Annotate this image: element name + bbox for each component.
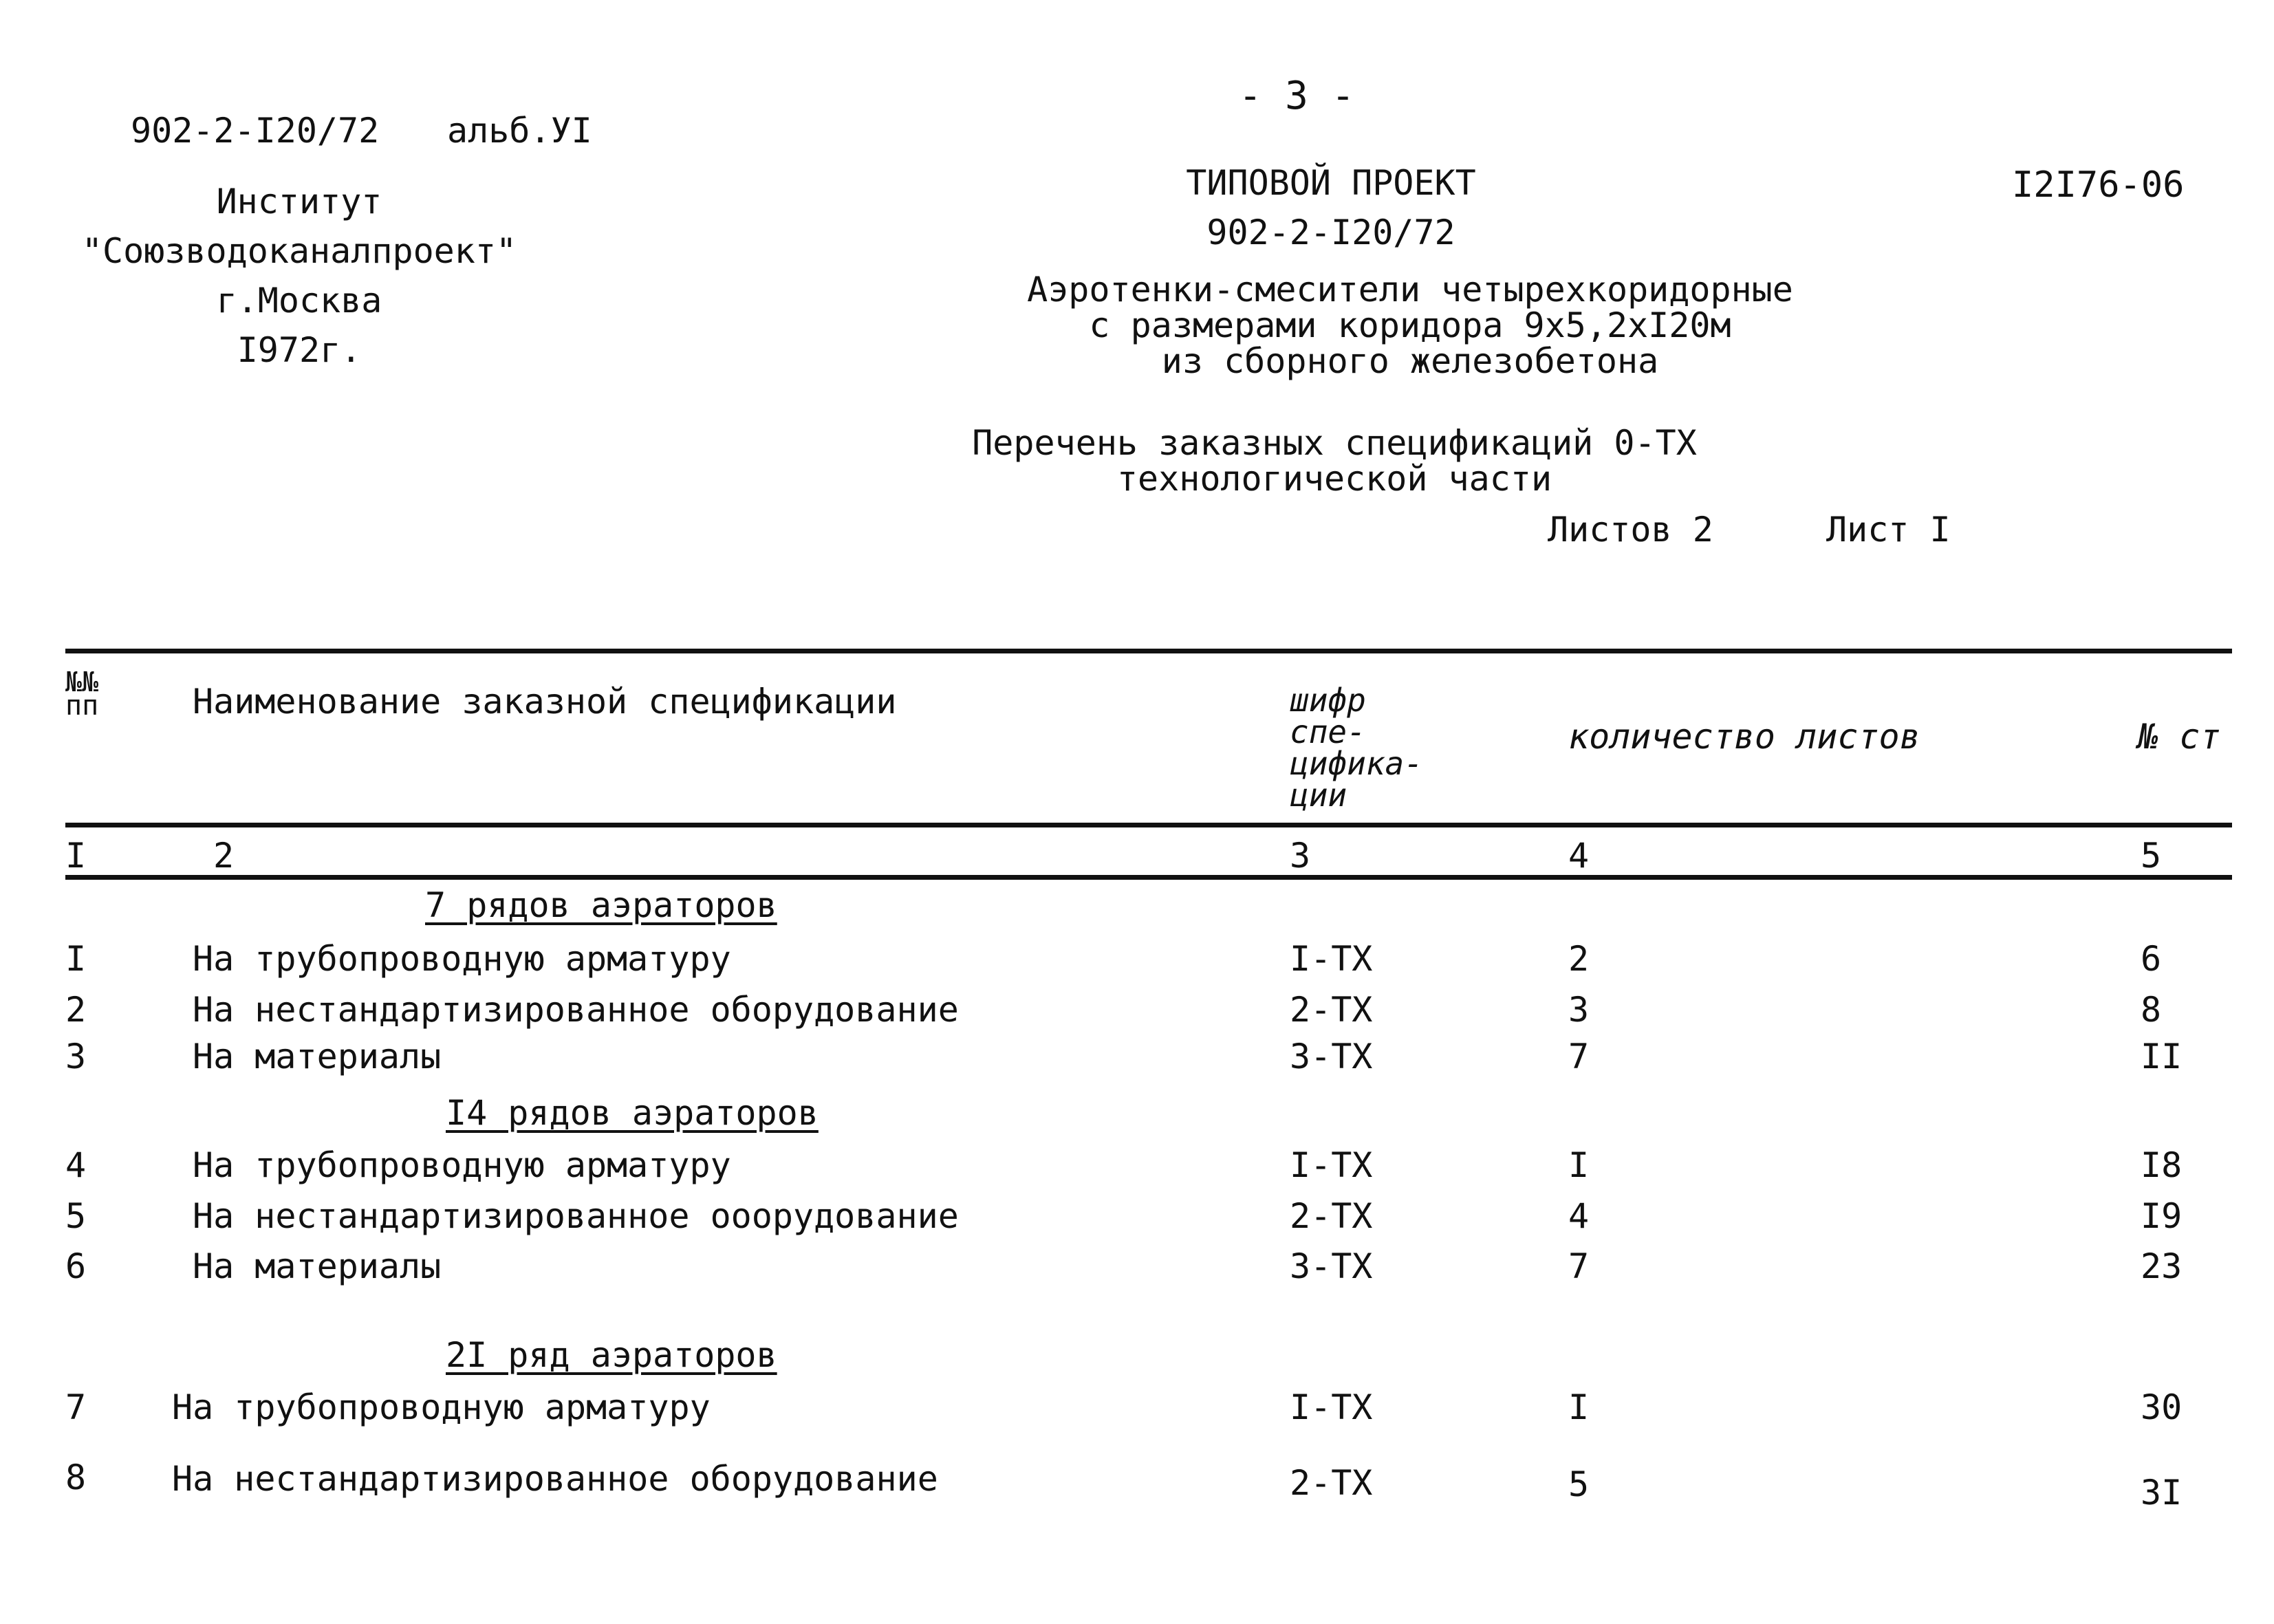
row-sheets: 4 xyxy=(1568,1196,1590,1236)
section-title: 7 рядов аэраторов xyxy=(425,885,777,925)
row-sheets: 2 xyxy=(1568,939,1590,979)
institute-block xyxy=(65,182,533,380)
row-page: I9 xyxy=(2141,1196,2183,1236)
header-name: Наименование заказной спецификации xyxy=(193,682,897,722)
row-name: На трубопроводную арматуру xyxy=(172,1387,711,1427)
row-code: 2-ТХ xyxy=(1290,1196,1373,1236)
header-sheets: количество листов xyxy=(1568,717,1920,757)
column-number-4: 4 xyxy=(1568,836,1590,876)
row-page: 3I xyxy=(2141,1473,2183,1513)
row-name: На нестандартизированное оборудование xyxy=(193,990,959,1030)
row-page: I8 xyxy=(2141,1145,2183,1185)
row-code: 3-ТХ xyxy=(1290,1246,1373,1286)
row-sheets: 7 xyxy=(1568,1246,1590,1286)
row-page: 8 xyxy=(2141,990,2162,1030)
project-title-line-2: с размерами коридора 9х5,2хI20м xyxy=(1089,305,1731,345)
section-title: I4 рядов аэраторов xyxy=(446,1093,819,1133)
sheets-total: Листов 2 xyxy=(1548,510,1713,550)
column-number-2: 2 xyxy=(213,836,235,876)
header-num: №№ пп xyxy=(65,667,99,722)
row-page: 30 xyxy=(2141,1387,2183,1427)
row-page: 6 xyxy=(2141,939,2162,979)
header-page: № ст xyxy=(2138,717,2221,757)
project-title xyxy=(929,272,1892,379)
institute-label: Институт xyxy=(216,182,382,221)
project-title-line-3: из сборного железобетона xyxy=(1161,341,1659,381)
row-code: I-ТХ xyxy=(1290,1145,1373,1185)
institute-city: г.Москва xyxy=(216,281,382,321)
row-num: 4 xyxy=(65,1145,87,1185)
column-number-5: 5 xyxy=(2141,836,2162,876)
project-title-line-1: Аэротенки-смесители четырехкоридорные xyxy=(1027,270,1793,310)
header-code-line-2: спе- xyxy=(1290,713,1366,750)
row-code: I-ТХ xyxy=(1290,1387,1373,1427)
header-code-line-4: ции xyxy=(1290,777,1347,814)
row-num: I xyxy=(65,939,87,979)
project-type: ТИПОВОЙ ПРОЕКТ xyxy=(1186,163,1476,203)
row-code: I-ТХ xyxy=(1290,939,1373,979)
project-number: 902-2-I20/72 xyxy=(1206,213,1455,252)
row-name: На материалы xyxy=(193,1246,442,1286)
row-num: 2 xyxy=(65,990,87,1030)
row-code: 3-ТХ xyxy=(1290,1037,1373,1076)
row-name: На материалы xyxy=(193,1037,442,1076)
list-title xyxy=(887,425,1782,497)
row-name: На трубопроводную арматуру xyxy=(193,939,731,979)
row-num: 6 xyxy=(65,1246,87,1286)
row-name: На нестандартизированное оборудование xyxy=(172,1459,938,1499)
row-page: II xyxy=(2141,1037,2183,1076)
row-sheets: I xyxy=(1568,1145,1590,1185)
table-header-rule xyxy=(65,823,2232,827)
row-sheets: 7 xyxy=(1568,1037,1590,1076)
row-sheets: 3 xyxy=(1568,990,1590,1030)
row-num: 8 xyxy=(65,1458,87,1497)
row-num: 7 xyxy=(65,1387,87,1427)
page-number: - 3 - xyxy=(1238,74,1355,118)
section-title: 2I ряд аэраторов xyxy=(446,1335,777,1375)
album-label: альб.УI xyxy=(447,111,592,151)
row-sheets: I xyxy=(1568,1387,1590,1427)
header-code-line-3: цифика- xyxy=(1290,745,1423,782)
row-num: 3 xyxy=(65,1037,87,1076)
row-num: 5 xyxy=(65,1196,87,1236)
institute-name: "Союзводоканалпроект" xyxy=(81,231,517,271)
list-title-line-1: Перечень заказных спецификаций 0-ТХ xyxy=(972,423,1697,463)
column-number-1: I xyxy=(65,836,87,876)
row-name: На трубопроводную арматуру xyxy=(193,1145,731,1185)
row-code: 2-ТХ xyxy=(1290,1463,1373,1503)
header-code xyxy=(1290,682,1423,814)
sheet-current: Лист I xyxy=(1826,510,1951,550)
column-numbers-rule xyxy=(65,875,2232,880)
document-number: I2I76-06 xyxy=(2012,164,2185,206)
row-code: 2-ТХ xyxy=(1290,990,1373,1030)
row-page: 23 xyxy=(2141,1246,2183,1286)
project-code: 902-2-I20/72 xyxy=(131,111,380,151)
row-sheets: 5 xyxy=(1568,1464,1590,1504)
row-name: На нестандартизированное ооорудование xyxy=(193,1196,959,1236)
institute-year: I972г. xyxy=(237,330,362,370)
header-code-line-1: шифр xyxy=(1290,682,1366,719)
column-number-3: 3 xyxy=(1290,836,1311,876)
table-top-rule xyxy=(65,649,2232,653)
list-title-line-2: технологической части xyxy=(1116,459,1552,499)
